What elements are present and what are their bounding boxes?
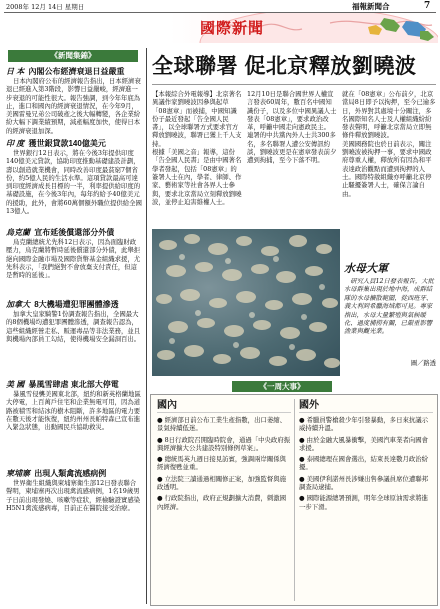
domestic-label: 國內	[157, 399, 291, 413]
main-headline: 全球聯署 促北京釋放劉曉波	[152, 55, 417, 78]
caption-text: 研究人員12日發表報告，大批水母群集出現於地中海，成群結隊的水母擴散範圍，從西班牙、義大利到希臘海域都可見。專家指出，水母大量繁殖與氣候暖化、過度捕撈有關，已嚴重影響漁業與觀光業。	[344, 278, 434, 336]
story-body: 世界衛生組織與柬埔寨衛生部12日發表聯合聲明，柬埔寨再次出現禽流感病例，1名19歲男子日前出現發燒、咳嗽等症狀，經檢驗證實感染H5N1禽流感病毒，目前正在醫院接受治療。	[6, 479, 141, 512]
headline-rule	[152, 84, 436, 85]
story-body: 日本內閣府公布的經濟報告指出，日本經濟衰退已經進入第3階段，影響日益嚴峻，經濟進一步衰退的可能性很大。報告強調，到今年年底為止，進口和國內的經濟衰退情況，在今年9月，美國雷曼兄弟公司破產之後大幅轉變，各企業紛紛大幅下調業績預期，減產幅度加快，使得日本的經濟衰退加深。	[6, 77, 141, 135]
story-headline: 獲世銀貸款140億美元	[28, 139, 106, 148]
story-tag: 印 度	[6, 139, 25, 148]
story-headline: 內閣公布經濟衰退日益嚴重	[28, 67, 125, 76]
digest-story-cambodia	[6, 468, 142, 545]
story-tag: 烏克蘭	[6, 228, 30, 237]
list-item: ● 8日行政院召開臨時院會，通過「中央政府振興經濟擴大公共建設特別條例草案」。	[157, 435, 291, 452]
foreign-label: 國外	[299, 399, 433, 413]
main-story-col2: 12月10日是聯合國世界人權宣言發表60周年，數百名中國知識份子，以及多位中國異議人士發表「08憲章」，要求政治改革，呼籲中國走向憲政民主。 連署的中共黨內外人士共300多名，多名聯署人遭公安傳訊約談，劉曉波更是在憲章發表前夕遭到拘捕，至今下落不明。	[247, 90, 337, 165]
list-item: ● 希臘員警槍殺少年引發暴動，多日來抗議示威持續升溫。	[299, 416, 429, 433]
digest-story-india	[6, 138, 142, 224]
section-title: 國際新聞	[200, 20, 265, 37]
page-number: 7	[424, 1, 431, 11]
story-body: 暴風雪侵襲美國東北部，紐約和新英格蘭地區大停電，上百萬戶住宅和企業無電可用，因為道路被積雪和結冰的樹木阻斷，許多地區的電力要在數天後才能恢復，紐約州州長帕特森已宣布進入緊急狀態，出動國民兵協助救災。	[6, 390, 141, 432]
list-item: ● 泰國總理在國會選出，結束長達數月政治紛擾。	[299, 455, 429, 472]
page-date: 2008年 12月 14日 星期日	[6, 3, 85, 11]
story-tag: 美 國	[6, 380, 25, 389]
weekly-divider	[294, 399, 295, 601]
jellyfish-photo	[152, 229, 340, 376]
story-headline: 出現人類禽流感病例	[34, 469, 107, 478]
story-headline: 8大機場遭犯罪團體滲透	[34, 300, 119, 309]
list-item: ● 行政院指出，政府正規劃擴大消費，刺激國內經濟。	[157, 494, 287, 511]
caption-title: 水母大軍	[344, 262, 388, 275]
news-digest-heading: 《新聞集錦》	[8, 50, 138, 62]
story-headline: 宣布延後償還部分外債	[34, 228, 115, 237]
story-headline: 暴風雪肆虐 東北部大停電	[28, 380, 119, 389]
column-divider	[146, 48, 147, 604]
weekly-foreign	[299, 399, 433, 603]
caption-credit: 圖／路透	[410, 360, 436, 367]
story-body: 加拿大皇家騎警1份調查報告指出，全國最大的8個機場均遭犯罪團體滲透，調查報告認為，這些組織經營走私、販運毒品等非法業務，並且與機場內部員工勾結，使得機場安全漏洞百出。	[6, 310, 141, 343]
list-item: ● 經濟部日前公布工業生產指數，出口萎縮、景氣持續低迷。	[157, 416, 287, 433]
list-item: ● 國際能源總署預測，明年全球原油需求將進一步下滑。	[299, 494, 429, 511]
story-body: 世界銀行12日表示，將在今後3年提供印度140億美元貸款，協助印度推動基礎建設計劃，壽以創造就業機會，同時改善印度最貧窮7個省份，約5億人民的生活水準。這項貸款最高可達到印度經濟成長目標的一半，利率提供給印度的基礎設施，在今後3年內，每年約給予40億美元的援助，此外，會將60萬個額外職位提供給全國13億人。	[6, 149, 142, 216]
main-story-col3: 就在「08憲章」公布前夕，北京當局8日即予以拘押，至今已逾多日，外界對其處境十分關注，多名國際知名人士及人權組織紛紛發表聲明，呼籲北京當局立即無條件釋放劉曉波。 美國國務院也於日前表示，關注劉曉波被拘押一事，要求中國政府尊重人權，釋放所有因為和平表達政治觀點而遭到拘押的人士。國際特赦組織亦呼籲北京停止騷擾簽署人士，確保言論自由。	[342, 90, 436, 198]
main-story-col1: 【本報綜合外電報導】北京著名異議作家劉曉波因參與起草「08憲章」而被捕，中國知識份子最近發起「告全國人民書」，以全球聯署方式要求官方釋放劉曉波，聯署已獲上千人支持。 根據「美國之音」報導，這份「告全國人民書」是由中國著名學者發起，包括「08憲章」的簽署人士在內，學者、律師、作家、藝術家等社會各界人士參與，要求北京當局立刻釋放劉曉波，並停止迫害維權人士。	[152, 90, 242, 206]
paper-name: 福報新聞合	[352, 2, 390, 11]
jellyfish-swarm	[152, 229, 340, 376]
section-banner	[170, 13, 438, 43]
weekly-box	[150, 394, 438, 606]
weekly-domestic	[157, 399, 291, 603]
list-item: ● 總統馬英九週日接見訪賓，強調兩岸關係與經濟復甦並重。	[157, 455, 287, 472]
story-tag: 加拿大	[6, 300, 30, 309]
digest-story-usa	[6, 379, 142, 465]
photo-caption	[344, 262, 436, 374]
list-item: ● 由於金融大風暴衝擊，美國汽車業者向國會求援。	[299, 435, 429, 452]
left-column	[6, 66, 142, 606]
foreign-items	[299, 416, 433, 511]
story-tag: 柬埔寨	[6, 469, 30, 478]
digest-story-canada	[6, 299, 142, 376]
digest-story-ukraine	[6, 227, 142, 296]
list-item: ● 立法院三讀通過相關修正案，加強監督與施政透明。	[157, 474, 287, 492]
story-tag: 日 本	[6, 67, 25, 76]
list-item: ● 美國伊利諾州長涉嫌出售參議員席位遭聯邦調查局逮捕。	[299, 474, 429, 492]
domestic-items	[157, 416, 291, 511]
weekly-heading: 《一周大事》	[232, 381, 332, 392]
digest-story-japan	[6, 66, 142, 135]
story-body: 烏克蘭總統尤先科12日表示，因為面臨財政壓力，烏克蘭將暫時延後償還部分外債，此舉拒絕向國際金融市場及國際貨幣基金組織求援，尤先科表示，「我們絕對不會放棄支付責任，但這是暫時的延後」。	[6, 238, 141, 280]
